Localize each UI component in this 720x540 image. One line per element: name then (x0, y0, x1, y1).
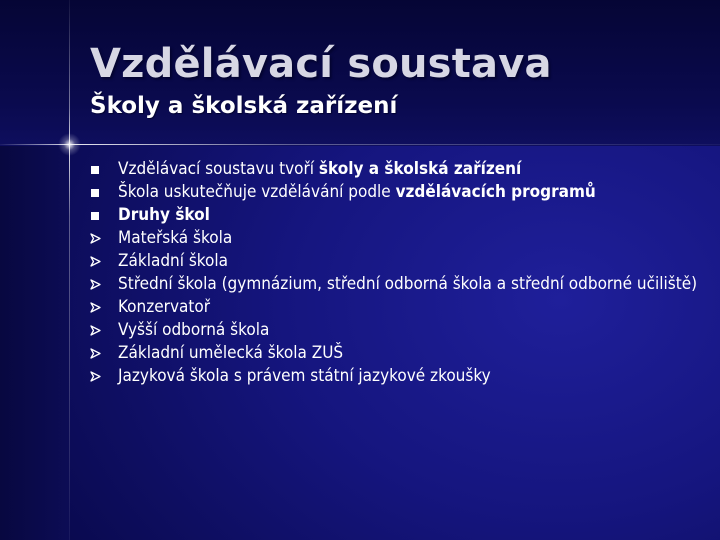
arrow-bullet-icon (88, 250, 102, 273)
bullet-text: Mateřská škola (118, 228, 233, 248)
arrow-bullet-icon (88, 342, 102, 365)
bullet-text: Základní škola (118, 251, 229, 271)
slide-subtitle: Školy a školská zařízení (90, 93, 398, 119)
bullet-text: Konzervatoř (118, 297, 211, 317)
sparkle-icon (58, 133, 81, 156)
square-bullet-icon (88, 204, 102, 227)
bullet-text: Střední škola (gymnázium, střední odborná škola a střední odborné učiliště) (118, 274, 698, 294)
slide-title: Vzdělávací soustava (90, 41, 552, 87)
list-item (88, 342, 698, 365)
list-item (88, 250, 698, 273)
arrow-bullet-icon (88, 227, 102, 250)
list-item (88, 158, 698, 181)
list-item (88, 273, 698, 296)
list-item (88, 227, 698, 250)
vertical-rule (69, 0, 70, 540)
square-bullet-icon (88, 181, 102, 204)
list-item (88, 181, 698, 204)
arrow-bullet-icon (88, 296, 102, 319)
arrow-bullet-icon (88, 273, 102, 296)
bullet-text: Vyšší odborná škola (118, 320, 270, 340)
list-item (88, 319, 698, 342)
bullet-bold-text: Druhy škol (118, 205, 210, 225)
bullet-text: Základní umělecká škola ZUŠ (118, 343, 344, 363)
bullet-bold-text: školy a školská zařízení (318, 159, 522, 179)
bullet-text: Vzdělávací soustavu tvoří (118, 159, 319, 179)
arrow-bullet-icon (88, 365, 102, 388)
bullet-text: Jazyková škola s právem státní jazykové zkoušky (118, 366, 491, 386)
arrow-bullet-icon (88, 319, 102, 342)
bullet-list (88, 158, 698, 388)
list-item (88, 204, 698, 227)
square-bullet-icon (88, 158, 102, 181)
bullet-bold-text: vzdělávacích programů (395, 182, 596, 202)
list-item (88, 296, 698, 319)
horizontal-rule (0, 144, 720, 145)
bullet-text: Škola uskutečňuje vzdělávání podle (118, 182, 396, 202)
list-item (88, 365, 698, 388)
